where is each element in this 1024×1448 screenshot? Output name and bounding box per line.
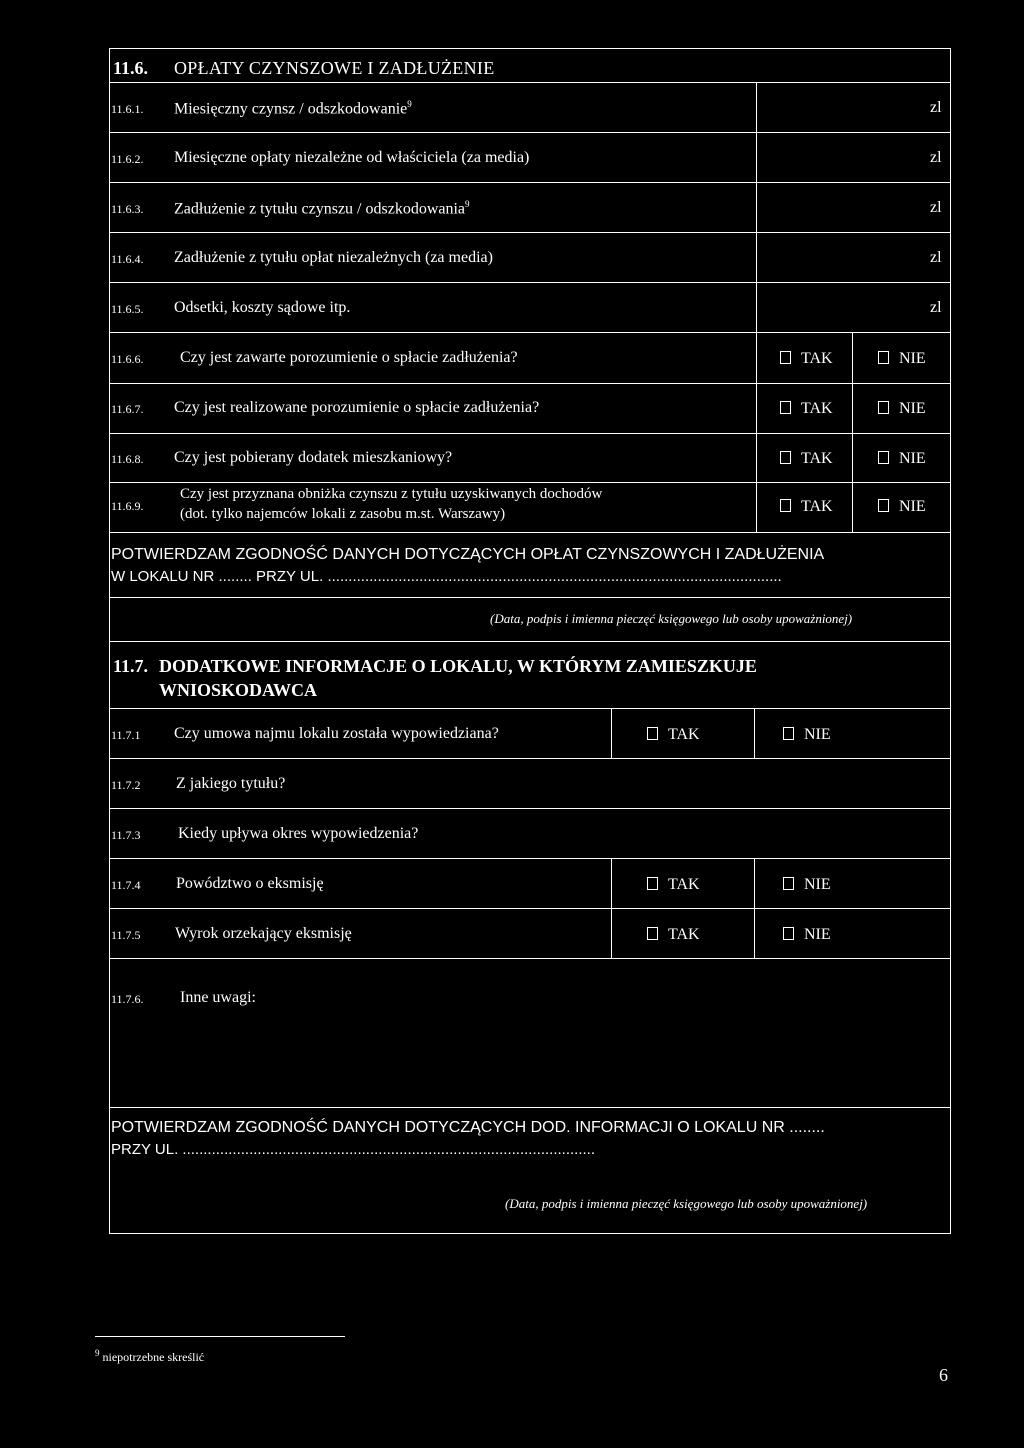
row-label-debt-agreement: Czy jest zawarte porozumienie o spłacie zadłużenia? xyxy=(180,349,518,366)
section-11-6-title: OPŁATY CZYNSZOWE I ZADŁUŻENIE xyxy=(174,58,495,78)
row-label-agreement-realized: Czy jest realizowane porozumienie o spłacie zadłużenia? xyxy=(174,399,540,416)
section-11-7-title: DODATKOWE INFORMACJE O LOKALU, W KTÓRYM ZAMIESZKUJE xyxy=(159,656,757,676)
no-checkbox[interactable]: NIE xyxy=(878,401,926,417)
row-number: 11.6.8. xyxy=(111,452,144,466)
yes-checkbox[interactable]: TAK xyxy=(780,451,833,467)
yes-checkbox[interactable]: TAK xyxy=(780,401,833,417)
amount-field-interest-costs[interactable]: zl xyxy=(930,299,942,316)
yes-checkbox[interactable]: TAK xyxy=(647,877,700,893)
no-checkbox[interactable]: NIE xyxy=(878,351,926,367)
signature-caption: (Data, podpis i imienna pieczęć księgowego lub osoby upoważnionej) xyxy=(490,611,853,626)
no-checkbox[interactable]: NIE xyxy=(783,877,831,893)
row-number: 11.7.4 xyxy=(111,878,141,892)
row-number: 11.6.1. xyxy=(111,102,144,116)
row-label-rent-reduction-note: (dot. tylko najemców lokali z zasobu m.st. Warszawy) xyxy=(180,506,506,522)
row-label-monthly-rent: Miesięczny czynsz / odszkodowanie$^9$ xyxy=(174,99,412,118)
amount-field-media-fees[interactable]: zl xyxy=(930,149,942,166)
no-checkbox[interactable]: NIE xyxy=(783,727,831,743)
row-label-other-remarks[interactable]: Inne uwagi: xyxy=(180,989,256,1006)
yes-checkbox[interactable]: TAK xyxy=(647,927,700,943)
footnote-separator xyxy=(95,1336,345,1337)
confirmation-address-line: PRZY UL. ................................................................................................... xyxy=(111,1141,595,1158)
row-number: 11.7.5 xyxy=(111,928,141,942)
row-label-media-fees: Miesięczne opłaty niezależne od właściciela (za media) xyxy=(174,149,530,166)
row-label-lease-terminated: Czy umowa najmu lokalu została wypowiedziana? xyxy=(174,725,499,742)
row-number: 11.6.3. xyxy=(111,202,144,216)
row-number: 11.7.1 xyxy=(111,728,141,742)
row-number: 11.6.9. xyxy=(111,499,144,513)
confirmation-address-line: W LOKALU NR ........ PRZY UL. ............................................................................................................. xyxy=(111,568,782,585)
no-checkbox[interactable]: NIE xyxy=(878,451,926,467)
row-number: 11.6.6. xyxy=(111,352,144,366)
page-number: 6 xyxy=(939,1365,948,1385)
row-label-media-debt: Zadłużenie z tytułu opłat niezależnych (za media) xyxy=(174,249,493,266)
row-label-rent-reduction: Czy jest przyznana obniżka czynszu z tytułu uzyskiwanych dochodów xyxy=(180,486,603,502)
amount-field-monthly-rent[interactable]: zl xyxy=(930,99,942,116)
yes-checkbox[interactable]: TAK xyxy=(780,351,833,367)
row-number: 11.7.2 xyxy=(111,778,141,792)
row-number: 11.7.3 xyxy=(111,828,141,842)
row-label-eviction-lawsuit: Powództwo o eksmisję xyxy=(176,875,324,892)
section-11-7-number: 11.7. xyxy=(113,656,149,676)
row-label-rent-debt: Zadłużenie z tytułu czynszu / odszkodowania$^9$ xyxy=(174,199,470,218)
row-number: 11.6.5. xyxy=(111,302,144,316)
signature-caption: (Data, podpis i imienna pieczęć księgowego lub osoby upoważnionej) xyxy=(505,1196,868,1211)
row-label-eviction-judgment: Wyrok orzekający eksmisję xyxy=(175,925,352,942)
confirmation-text: POTWIERDZAM ZGODNOŚĆ DANYCH DOTYCZĄCYCH DOD. INFORMACJI O LOKALU NR ........ xyxy=(111,1119,825,1136)
row-number: 11.6.7. xyxy=(111,402,144,416)
row-label-interest-costs: Odsetki, koszty sądowe itp. xyxy=(174,299,351,316)
confirmation-text: POTWIERDZAM ZGODNOŚĆ DANYCH DOTYCZĄCYCH OPŁAT CZYNSZOWYCH I ZADŁUŻENIA xyxy=(111,546,825,563)
row-label-notice-period-end: Kiedy upływa okres wypowiedzenia? xyxy=(178,825,419,842)
row-label-termination-reason: Z jakiego tytułu? xyxy=(176,775,286,792)
no-checkbox[interactable]: NIE xyxy=(878,499,926,515)
section-11-6-number: 11.6. xyxy=(113,58,149,78)
yes-checkbox[interactable]: TAK xyxy=(647,727,700,743)
row-label-housing-allowance: Czy jest pobierany dodatek mieszkaniowy? xyxy=(174,449,453,466)
row-number: 11.6.2. xyxy=(111,152,144,166)
amount-field-rent-debt[interactable]: zl xyxy=(930,199,942,216)
row-number: 11.7.6. xyxy=(111,992,144,1006)
section-11-7-title-cont: WNIOSKODAWCA xyxy=(159,680,318,700)
no-checkbox[interactable]: NIE xyxy=(783,927,831,943)
row-number: 11.6.4. xyxy=(111,252,144,266)
yes-checkbox[interactable]: TAK xyxy=(780,499,833,515)
footnote: $^9$ niepotrzebne skreślić xyxy=(95,1348,205,1364)
amount-field-media-debt[interactable]: zl xyxy=(930,249,942,266)
